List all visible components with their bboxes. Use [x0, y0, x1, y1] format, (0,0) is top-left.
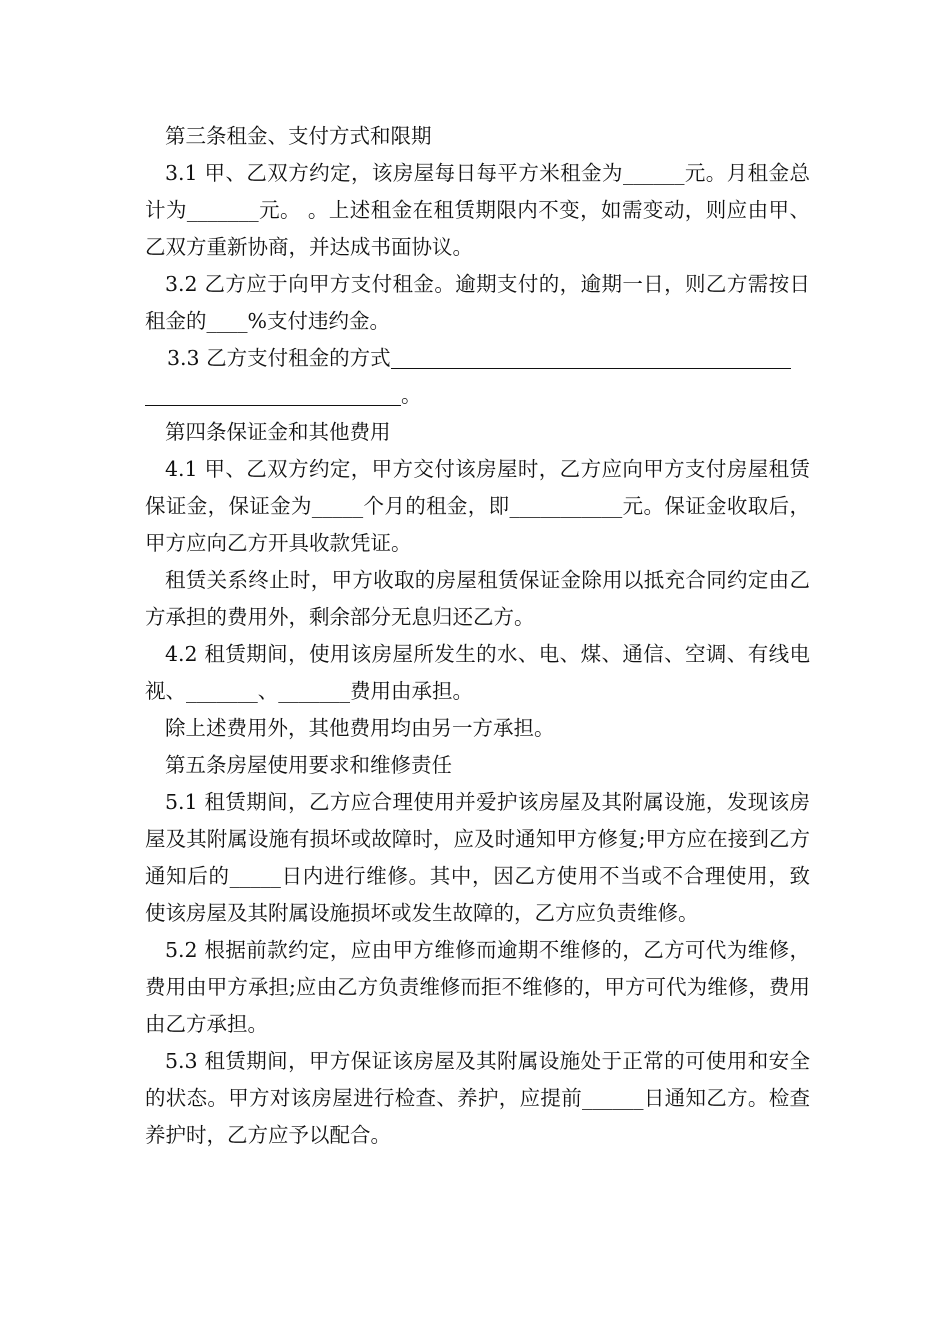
clause-4-1-continued: 租赁关系终止时，甲方收取的房屋租赁保证金除用以抵充合同约定由乙方承担的费用外，剩余部分无息归还乙方。: [145, 568, 810, 629]
article-4-heading: 第四条保证金和其他费用: [165, 420, 391, 444]
clause-3-3: [145, 340, 810, 414]
article-5-heading: 第五条房屋使用要求和维修责任: [165, 753, 452, 777]
clause-3-3-label: 3.3 乙方支付租金的方式: [167, 346, 391, 370]
clause-4-1: 4.1 甲、乙双方约定，甲方交付该房屋时，乙方应向甲方支付房屋租赁保证金，保证金为_____个月的租金，即___________元。保证金收取后，甲方应向乙方开具收款凭证。: [145, 457, 810, 555]
clause-3-3-end: 。: [401, 383, 422, 407]
document-body: [145, 118, 810, 1154]
clause-5-2: 5.2 根据前款约定，应由甲方维修而逾期不维修的，乙方可代为维修，费用由甲方承担;应由乙方负责维修而拒不维修的，甲方可代为维修，费用由乙方承担。: [145, 938, 810, 1036]
clause-4-2: 4.2 租赁期间，使用该房屋所发生的水、电、煤、通信、空调、有线电视、_______、_______费用由承担。: [145, 642, 810, 703]
clause-3-2: 3.2 乙方应于向甲方支付租金。逾期支付的，逾期一日，则乙方需按日租金的____%支付违约金。: [145, 272, 810, 333]
clause-5-3: 5.3 租赁期间，甲方保证该房屋及其附属设施处于正常的可使用和安全的状态。甲方对该房屋进行检查、养护，应提前______日通知乙方。检查养护时，乙方应予以配合。: [145, 1049, 810, 1147]
blank-line: [145, 383, 401, 406]
article-3-heading: 第三条租金、支付方式和限期: [165, 124, 432, 148]
blank-line: [391, 346, 791, 369]
clause-3-1: 3.1 甲、乙双方约定，该房屋每日每平方米租金为______元。月租金总计为_______元。 。上述租金在租赁期限内不变，如需变动，则应由甲、乙双方重新协商，并达成书面协议。: [145, 161, 810, 259]
clause-4-2-continued: 除上述费用外，其他费用均由另一方承担。: [165, 716, 555, 740]
clause-5-1: 5.1 租赁期间，乙方应合理使用并爱护该房屋及其附属设施，发现该房屋及其附属设施有损坏或故障时，应及时通知甲方修复;甲方应在接到乙方通知后的_____日内进行维修。其中，因乙方使用不当或不合理使用，致使该房屋及其附属设施损坏或发生故障的，乙方应负责维修。: [145, 790, 810, 925]
